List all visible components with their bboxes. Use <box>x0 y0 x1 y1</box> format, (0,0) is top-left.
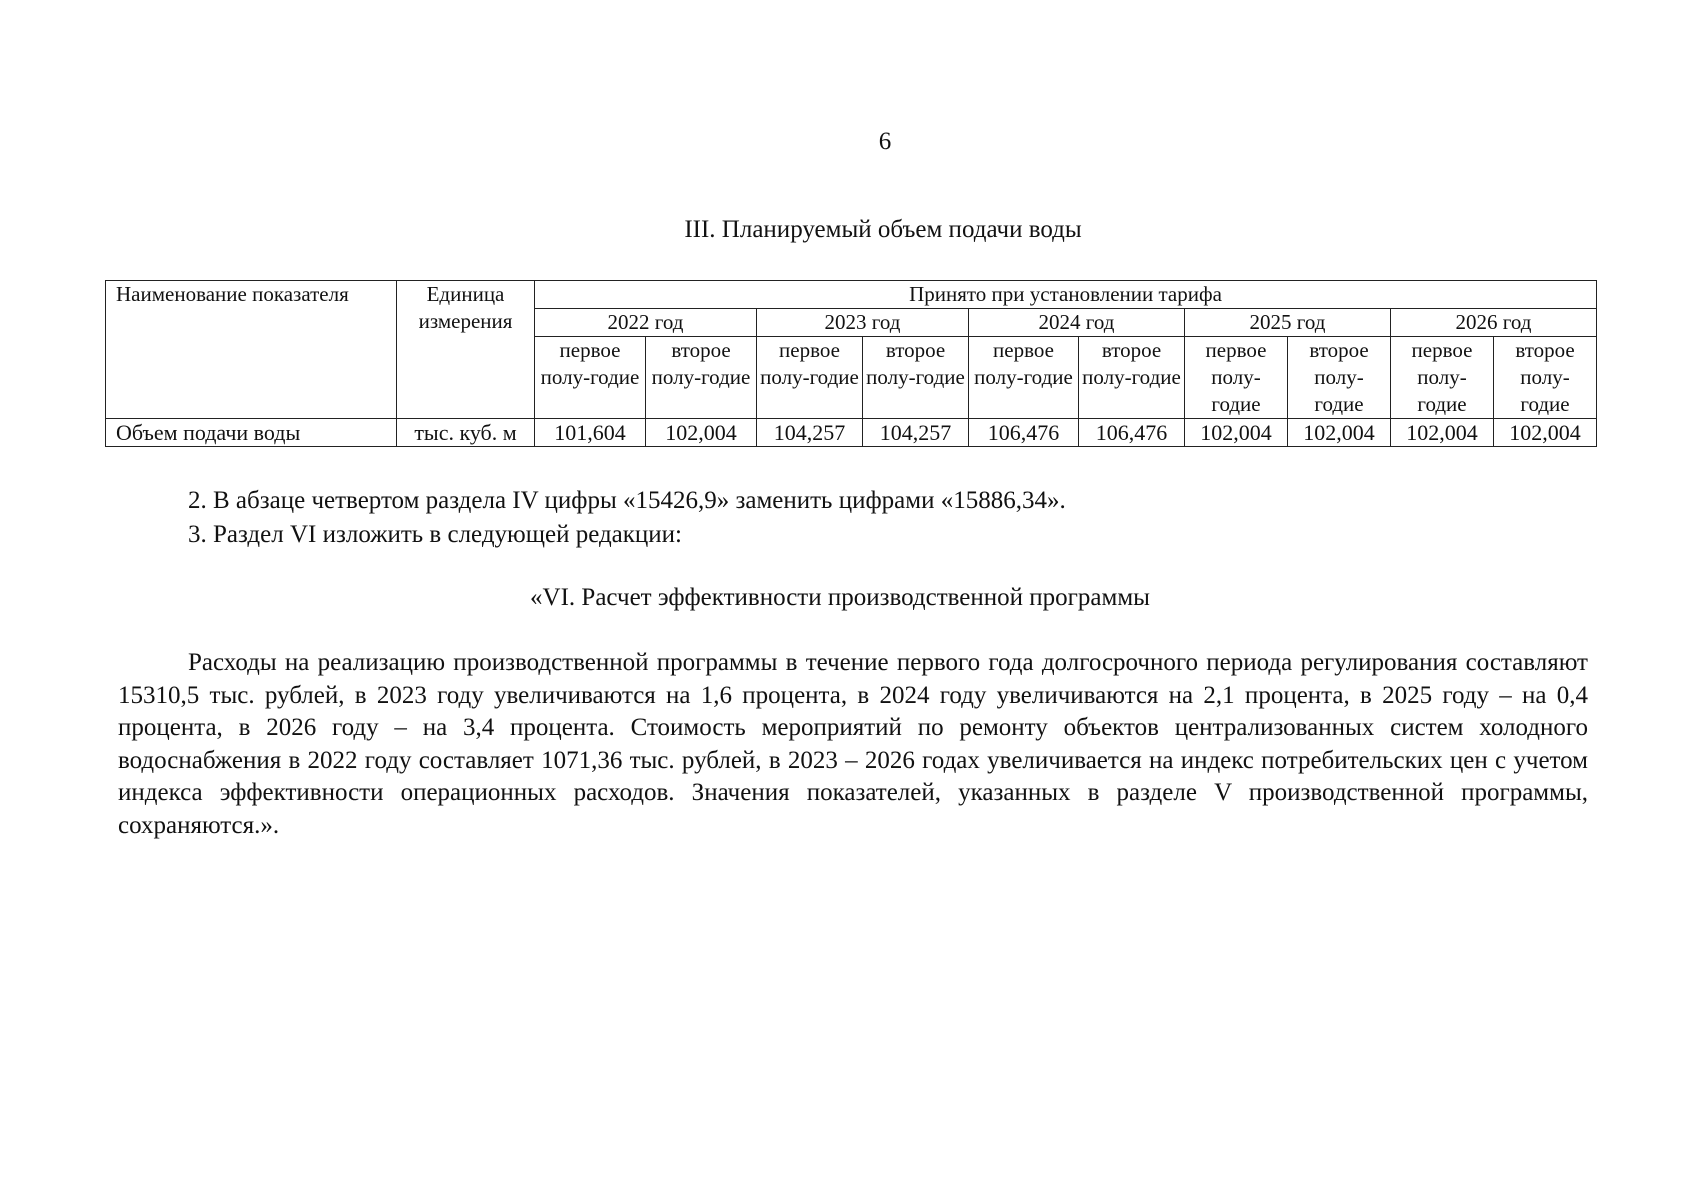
header-half-first: первое полу-годие <box>535 337 646 419</box>
row-value: 102,004 <box>646 419 757 447</box>
row-value: 102,004 <box>1391 419 1494 447</box>
row-value: 102,004 <box>1185 419 1288 447</box>
header-indicator-name: Наименование показателя <box>106 281 397 419</box>
header-year: 2025 год <box>1185 309 1391 337</box>
row-value: 106,476 <box>1079 419 1185 447</box>
row-value: 104,257 <box>757 419 863 447</box>
amendment-item-3: 3. Раздел VI изложить в следующей редакции: <box>188 521 683 548</box>
header-unit: Единица измерения <box>397 281 535 419</box>
water-volume-table <box>105 280 1597 447</box>
header-year: 2024 год <box>969 309 1185 337</box>
header-half-first: первое полу-годие <box>969 337 1079 419</box>
section-6-title: «VI. Расчет эффективности производственной программы <box>530 584 1150 611</box>
amendment-item-2: 2. В абзаце четвертом раздела IV цифры «15426,9» заменить цифрами «15886,34». <box>188 487 1066 514</box>
header-tariff-group: Принято при установлении тарифа <box>535 281 1597 309</box>
row-value: 102,004 <box>1494 419 1597 447</box>
row-value: 102,004 <box>1288 419 1391 447</box>
section-6-body: Расходы на реализацию производственной программы в течение первого года долгосрочного периода регулирования составляют 15310,5 тыс. рублей, в 2023 году увеличиваются на 1,6 процента, в 2024 году увеличиваются на 2,1 процента, в 2025 году – на 0,4 процента, в 2026 году – на 3,4 процента. Стоимость мероприятий по ремонту объектов централизованных систем холодного водоснабжения в 2022 году составляет 1071,36 тыс. рублей, в 2023 – 2026 годах увеличивается на индекс потребительских цен с учетом индекса эффективности операционных расходов. Значения показателей, указанных в разделе V производственной программы, сохраняются.». <box>118 649 1588 839</box>
header-half-second: второе полу-годие <box>1494 337 1597 419</box>
header-half-second: второе полу-годие <box>1288 337 1391 419</box>
header-year: 2022 год <box>535 309 757 337</box>
header-half-second: второе полу-годие <box>646 337 757 419</box>
row-value: 106,476 <box>969 419 1079 447</box>
row-value: 104,257 <box>863 419 969 447</box>
row-unit: тыс. куб. м <box>397 419 535 447</box>
row-value: 101,604 <box>535 419 646 447</box>
page-number: 6 <box>878 128 892 155</box>
header-half-second: второе полу-годие <box>1079 337 1185 419</box>
table-row <box>106 419 1597 447</box>
header-year: 2023 год <box>757 309 969 337</box>
header-year: 2026 год <box>1391 309 1597 337</box>
header-half-second: второе полу-годие <box>863 337 969 419</box>
header-half-first: первое полу-годие <box>757 337 863 419</box>
header-half-first: первое полу-годие <box>1185 337 1288 419</box>
section-title: III. Планируемый объем подачи воды <box>684 216 1082 243</box>
row-name: Объем подачи воды <box>106 419 397 447</box>
header-half-first: первое полу-годие <box>1391 337 1494 419</box>
